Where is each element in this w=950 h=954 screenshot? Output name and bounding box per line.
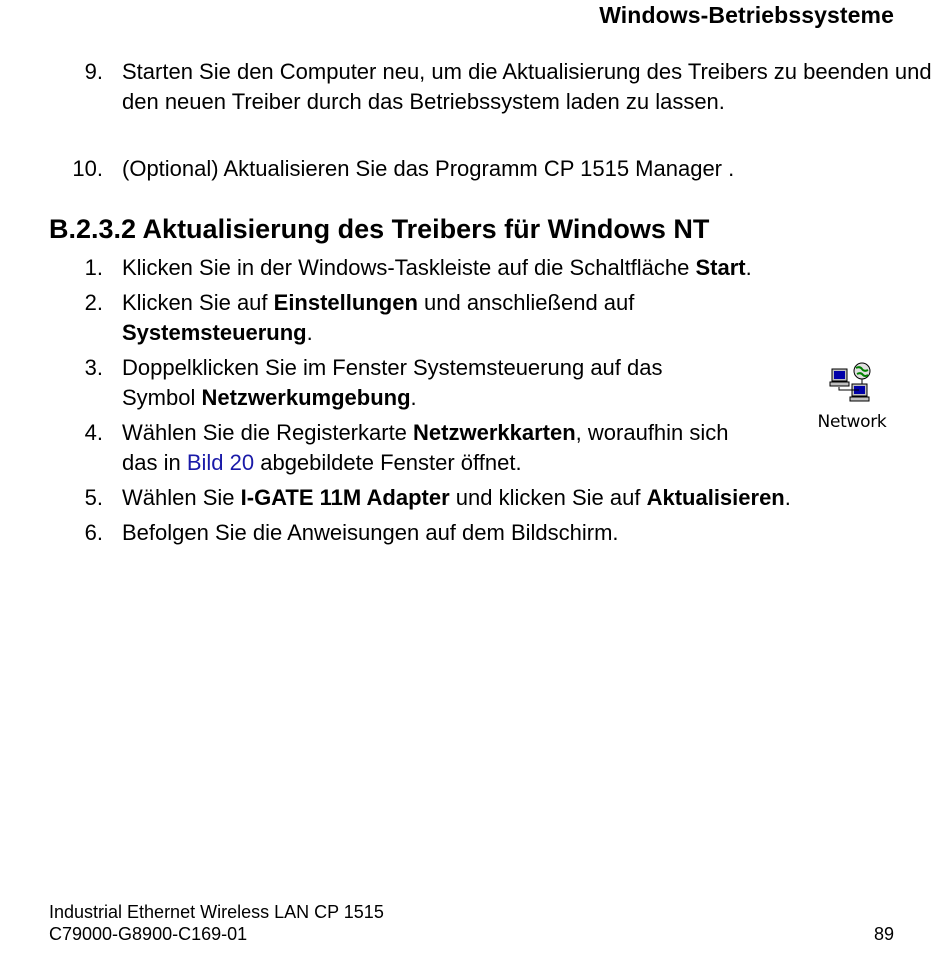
list-item-text [122, 483, 950, 513]
list-item [0, 154, 950, 184]
figure-cross-reference-link[interactable]: Bild 20 [186, 450, 255, 475]
step-text: . [306, 320, 313, 345]
step-text: abgebildete Fenster öffnet. [254, 450, 522, 475]
ui-term-start: Start [695, 255, 746, 280]
step-text: und klicken Sie auf [449, 485, 647, 510]
network-icon [826, 360, 878, 408]
list-item-text [122, 353, 730, 413]
list-item-text [122, 288, 800, 348]
list-item-text: (Optional) Aktualisieren Sie das Programm CP 1515 Manager . [122, 156, 735, 181]
ui-term-aktualisieren: Aktualisieren [646, 485, 785, 510]
list-item [0, 483, 950, 513]
list-item [0, 253, 950, 283]
footer-product-name: Industrial Ethernet Wireless LAN CP 1515 [49, 902, 384, 922]
list-item-number: 3. [84, 355, 103, 380]
ui-term-netzwerkkarten: Netzwerkkarten [413, 420, 576, 445]
step-text: Doppelklicken Sie im Fenster Systemsteuerung auf das Symbol [122, 355, 663, 410]
step-text: Klicken Sie in der Windows-Taskleiste auf die Schaltfläche [122, 255, 696, 280]
list-item [0, 57, 950, 147]
footer-order-number: C79000-G8900-C169-01 [49, 924, 248, 944]
step-text: Wählen Sie [122, 485, 241, 510]
ui-term-einstellungen: Einstellungen [273, 290, 418, 315]
list-item-number: 1. [84, 255, 103, 280]
list-item-number: 2. [84, 290, 103, 315]
step-text: . [745, 255, 752, 280]
step-text: . [784, 485, 791, 510]
ui-term-netzwerkumgebung: Netzwerkumgebung [201, 385, 411, 410]
network-icon-label: Network [817, 412, 887, 432]
running-header-title: Windows-Betriebssysteme [599, 2, 894, 28]
list-item-number: 5. [84, 485, 103, 510]
ui-term-adapter: I-GATE 11M Adapter [240, 485, 450, 510]
list-item-number: 4. [84, 420, 103, 445]
list-item-text [122, 253, 950, 283]
step-text: und anschließend auf [417, 290, 635, 315]
list-item [0, 288, 800, 348]
page-footer [49, 901, 384, 945]
step-text: . [410, 385, 417, 410]
list-item [0, 353, 950, 413]
ui-term-systemsteuerung: Systemsteuerung [122, 320, 307, 345]
page-number: 89 [873, 924, 894, 944]
step-list-continued [0, 57, 950, 184]
list-item-text: Befolgen Sie die Anweisungen auf dem Bildschirm. [122, 520, 619, 545]
list-item [0, 418, 950, 478]
step-text: , woraufhin sich das in [122, 420, 729, 475]
list-item-number: 10. [72, 156, 103, 181]
step-text: Klicken Sie auf [122, 290, 274, 315]
list-item [0, 518, 950, 548]
list-item-number: 6. [84, 520, 103, 545]
step-text: Wählen Sie die Registerkarte [122, 420, 414, 445]
section-heading: B.2.3.2 Aktualisierung des Treibers für Windows NT [49, 214, 710, 244]
network-neighborhood-icon-group [812, 360, 892, 432]
list-item-text: Starten Sie den Computer neu, um die Aktualisierung des Treibers zu beenden und den neuen Treiber durch das Betriebssystem laden zu lassen. [122, 59, 932, 114]
step-list-windows-nt [0, 253, 950, 553]
list-item-number: 9. [84, 59, 103, 84]
list-item-text [122, 418, 730, 478]
